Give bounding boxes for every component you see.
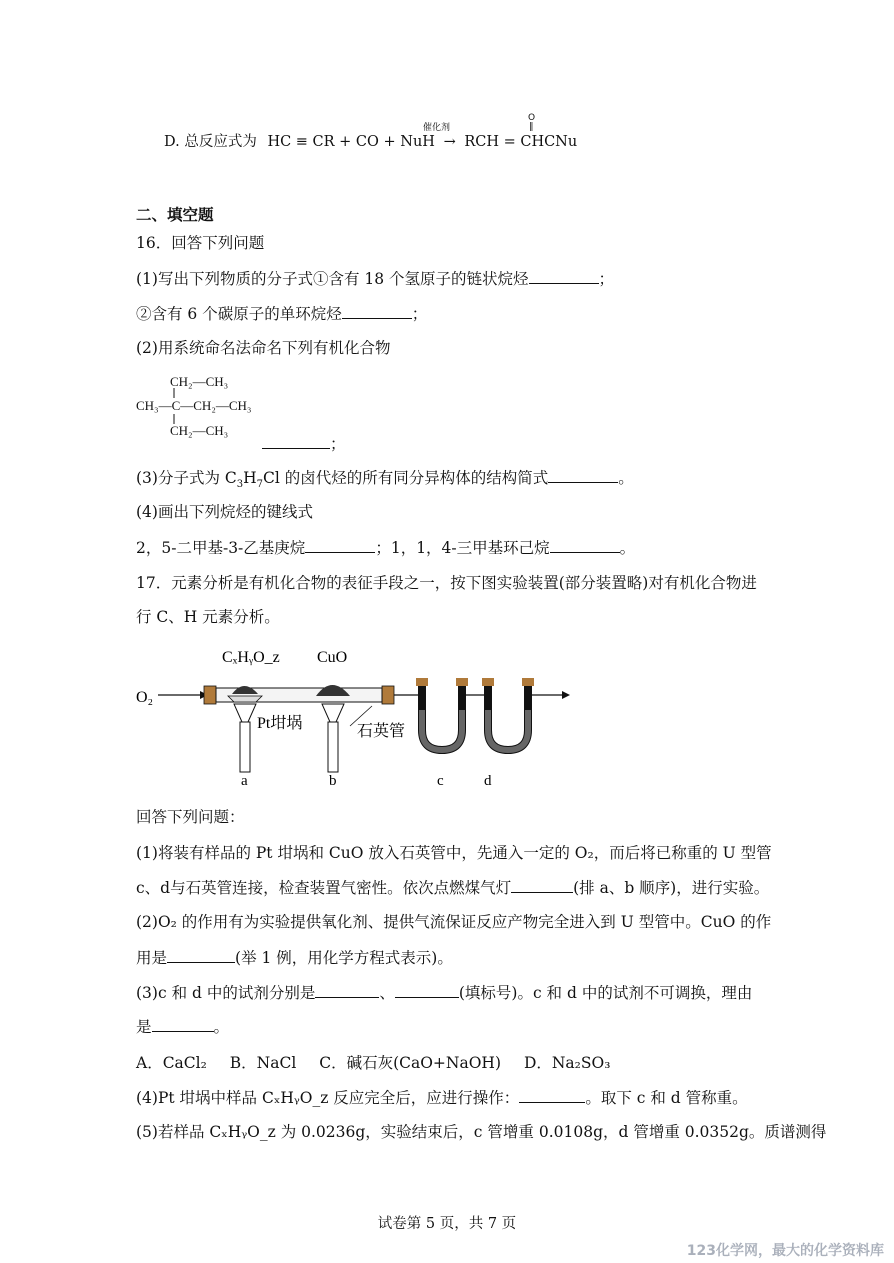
catalyst-label: 催化剂 — [423, 123, 451, 133]
q16-p4b-a: 2，5-二甲基-3-乙基庚烷 — [136, 539, 306, 557]
period: 。 — [619, 539, 636, 557]
q16-p2: (2)用系统命名法命名下列有机化合物 — [136, 339, 391, 357]
q17-s3a — [136, 981, 752, 1004]
q16-p2-answer — [262, 432, 346, 455]
q16-p1a — [136, 267, 614, 290]
page-footer: 试卷第 5 页，共 7 页 — [377, 1216, 517, 1232]
q17-s1b-pre: c、d与石英管连接，检查装置气密性。依次点燃煤气灯 — [136, 879, 512, 897]
q16-p3-post: Cl 的卤代烃的所有同分异构体的结构简式 — [263, 469, 549, 487]
fig-label-d: d — [484, 773, 492, 789]
u-tube-c — [422, 684, 462, 750]
q17-s1b — [136, 876, 769, 899]
semicolon: ； — [598, 270, 615, 288]
q17-title-1: 17．元素分析是有机化合物的表征手段之一，按下图实验装置(部分装置略)对有机化合物进 — [136, 574, 757, 592]
q17-s2b-post: (举 1 例，用化学方程式表示)。 — [235, 949, 453, 967]
q16-title: 16．回答下列问题 — [136, 234, 265, 252]
q17-s4-pre: (4)Pt 坩埚中样品 CₓHᵧO_z 反应完全后，应进行操作： — [136, 1089, 520, 1107]
fig-label-a: a — [241, 773, 248, 789]
answer-blank[interactable] — [550, 536, 620, 553]
carbonyl-o-label: O — [528, 113, 536, 123]
fig-cuo-label: CuO — [317, 649, 348, 666]
semicolon: ； — [411, 305, 428, 323]
answer-blank[interactable] — [305, 536, 375, 553]
q17-s4-post: 。取下 c 和 d 管称重。 — [585, 1089, 748, 1107]
q17-s1a: (1)将装有样品的 Pt 坩埚和 CuO 放入石英管中，先通入一定的 O₂，而后将已称重的 U 型管 — [136, 844, 772, 862]
answer-blank[interactable] — [167, 946, 235, 963]
q17-s3b-post: 。 — [213, 1018, 230, 1036]
option-d-reagent[interactable]: D．Na₂SO₃ — [523, 1054, 611, 1072]
right-stopper — [382, 686, 394, 704]
answer-blank[interactable] — [529, 267, 599, 284]
carbonyl-bond: ‖ — [529, 122, 534, 132]
q17-s3a-post: (填标号)。c 和 d 中的试剂不可调换，理由 — [458, 984, 753, 1002]
fig-label-b: b — [329, 773, 337, 789]
answer-blank[interactable] — [511, 876, 573, 893]
fig-sample-label: CₓHᵧO_z — [222, 649, 280, 666]
option-d — [164, 130, 577, 151]
option-d-lhs: HC ≡ CR + CO + NuH — [267, 134, 435, 150]
q17-s2b-pre: 用是 — [136, 949, 168, 967]
flame-b — [322, 704, 344, 722]
section-title: 二、填空题 — [136, 206, 214, 224]
q16-p3-h-sub: 7 — [256, 479, 264, 491]
answer-blank[interactable] — [395, 981, 459, 998]
answer-blank[interactable] — [342, 302, 412, 319]
u-tube-d — [488, 684, 528, 750]
pt-crucible — [228, 696, 262, 702]
burner-b — [328, 722, 338, 772]
option-b[interactable]: B．NaCl — [229, 1054, 297, 1072]
q17-s2a: (2)O₂ 的作用有为实验提供氧化剂、提供气流保证反应产物完全进入到 U 型管中。CuO 的作 — [136, 913, 772, 931]
option-d-arrow: → — [443, 134, 456, 150]
q16-p1b — [136, 302, 427, 325]
q17-s5: (5)若样品 CₓHᵧO_z 为 0.0236g，实验结束后，c 管增重 0.0108g，d 管增重 0.0352g。质谱测得 — [136, 1123, 827, 1141]
option-d-rhs: RCH = CHCNu — [464, 134, 578, 150]
q16-p3 — [136, 466, 634, 496]
struct-middle-right: CH₂—CH₃ — [193, 398, 252, 413]
struct-middle — [136, 398, 251, 414]
answer-blank[interactable] — [262, 432, 330, 449]
fig-crucible-label: Pt坩埚 — [257, 715, 303, 732]
fig-tube-label: 石英管 — [357, 723, 406, 740]
q16-p4: (4)画出下列烷烃的键线式 — [136, 503, 313, 521]
fig-label-c: c — [437, 773, 444, 789]
semicolon: ； — [375, 539, 391, 557]
answer-blank[interactable] — [315, 981, 379, 998]
fig-o2-label: O₂ — [136, 689, 154, 706]
burner-a — [240, 722, 250, 772]
semicolon: ； — [330, 435, 346, 453]
struct-vertical-bonds — [172, 388, 176, 428]
option-d-prefix: D. 总反应式为 — [164, 134, 257, 150]
watermark: 123化学网，最大的化学资料库 — [686, 1243, 884, 1259]
apparatus-diagram — [132, 640, 582, 795]
q17-s4 — [136, 1086, 748, 1109]
option-c[interactable]: C．碱石灰(CaO+NaOH) — [319, 1054, 501, 1072]
q17-s3b — [136, 1015, 229, 1038]
struct-middle-left: CH₃—C— — [136, 398, 194, 413]
struct-top: CH₂—CH₃ — [170, 374, 229, 389]
q17-s3b-pre: 是 — [136, 1018, 152, 1036]
q17-s3a-mid: 、 — [379, 984, 395, 1002]
q16-p1b-text: ②含有 6 个碳原子的单环烷烃 — [136, 305, 342, 323]
option-a[interactable]: A．CaCl₂ — [136, 1054, 207, 1072]
q17-answer-intro: 回答下列问题： — [136, 808, 245, 826]
answer-blank[interactable] — [152, 1015, 214, 1032]
q17-s3a-pre: (3)c 和 d 中的试剂分别是 — [136, 984, 316, 1002]
answer-blank[interactable] — [548, 466, 618, 483]
q16-p3-c-sub: 3 — [236, 479, 244, 491]
q17-options — [136, 1052, 628, 1074]
period: 。 — [618, 469, 634, 487]
q17-s2b — [136, 946, 453, 969]
q16-p1a-text: (1)写出下列物质的分子式①含有 18 个氢原子的链状烷烃 — [136, 270, 529, 288]
left-stopper — [204, 686, 216, 704]
answer-blank[interactable] — [519, 1086, 585, 1103]
q16-p3-pre: (3)分子式为 C — [136, 469, 237, 487]
struct-bottom: CH₂—CH₃ — [170, 423, 229, 438]
q16-p4b — [136, 536, 635, 559]
q16-p3-h: H — [243, 469, 257, 487]
q17-s1b-post: (排 a、b 顺序)，进行实验。 — [573, 879, 770, 897]
flame-a — [234, 704, 256, 722]
q16-p4b-b: 1，1，4-三甲基环己烷 — [390, 539, 550, 557]
q17-title-2: 行 C、H 元素分析。 — [136, 608, 280, 626]
